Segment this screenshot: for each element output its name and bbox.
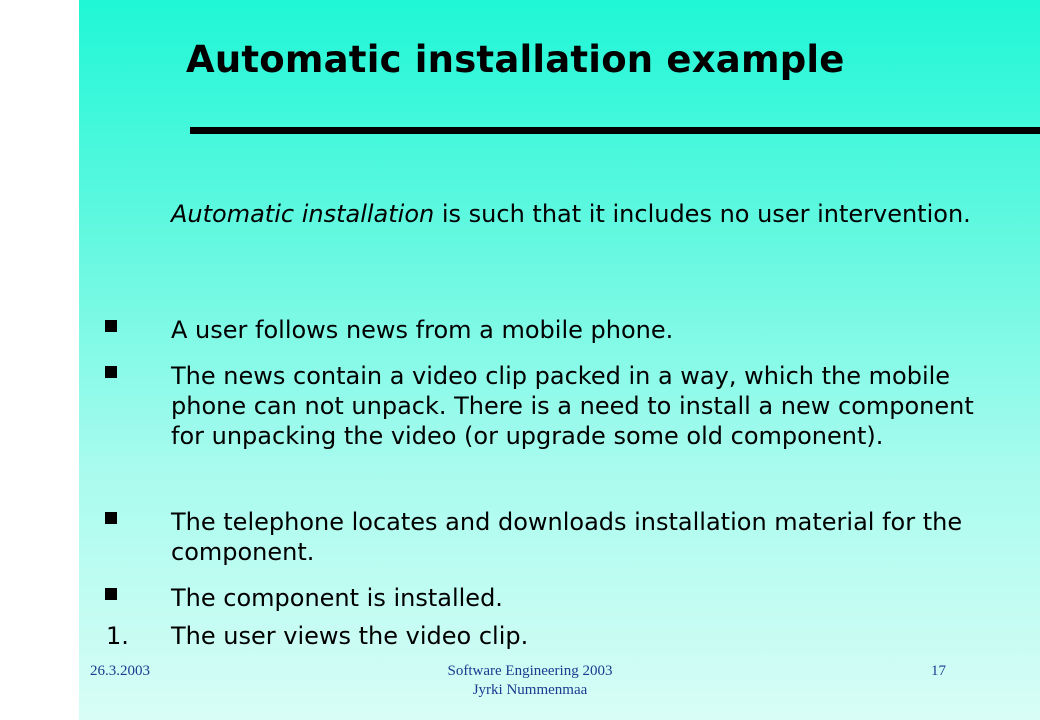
bullet-item-2: The news contain a video clip packed in a way, which the mobile phone can not unpack. There is a need to install a new component for unpacking the video (or upgrade some old component). — [171, 362, 974, 450]
footer-author: Jyrki Nummenmaa — [472, 682, 588, 698]
title-divider — [190, 127, 1040, 134]
bullet-item-3: The telephone locates and downloads installation material for the component. — [171, 508, 963, 566]
footer-page-number: 17 — [931, 663, 946, 679]
intro-italic-term: Automatic installation — [171, 200, 435, 228]
intro-paragraph — [171, 199, 1011, 229]
bullet-square-icon — [105, 366, 117, 378]
footer-date: 26.3.2003 — [90, 663, 150, 679]
bullet-item-4: The component is installed. — [171, 584, 503, 612]
bullet-item-1: A user follows news from a mobile phone. — [171, 316, 674, 344]
bullet-square-icon — [105, 320, 117, 332]
numbered-marker: 1. — [106, 622, 129, 650]
bullet-square-icon — [105, 588, 117, 600]
bullet-square-icon — [105, 512, 117, 524]
numbered-item-1: The user views the video clip. — [171, 622, 529, 650]
footer-course-info — [380, 662, 680, 700]
slide-title: Automatic installation example — [186, 38, 845, 81]
intro-rest: is such that it includes no user intervention. — [434, 200, 971, 228]
footer-course: Software Engineering 2003 — [447, 663, 613, 679]
